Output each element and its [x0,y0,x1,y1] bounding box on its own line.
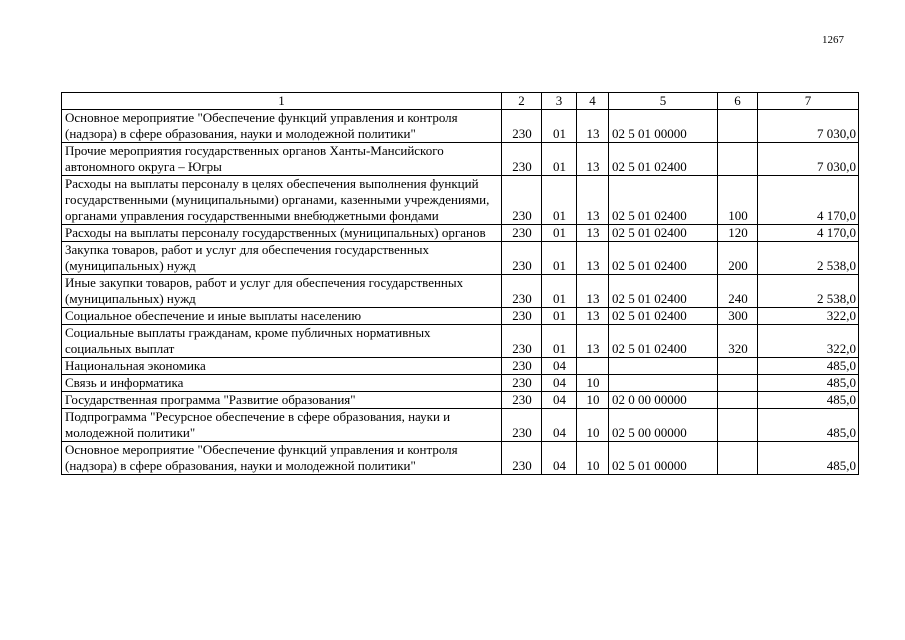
subsection-cell: 13 [577,325,609,358]
amount-cell: 7 030,0 [758,110,859,143]
table-row [62,325,859,358]
amount-cell: 485,0 [758,409,859,442]
subsection-cell: 10 [577,375,609,392]
column-header: 5 [609,93,718,110]
table-row [62,442,859,475]
item-name-cell: Национальная экономика [62,358,502,375]
expense-type-cell [718,110,758,143]
subsection-cell: 13 [577,143,609,176]
amount-cell: 7 030,0 [758,143,859,176]
amount-cell: 485,0 [758,358,859,375]
expense-type-cell [718,442,758,475]
item-name-cell: Основное мероприятие "Обеспечение функций управления и контроля (надзора) в сфере образования, науки и молодежной политики" [62,110,502,143]
expense-type-cell: 300 [718,308,758,325]
section-cell: 04 [542,409,577,442]
section-cell: 01 [542,275,577,308]
column-header: 7 [758,93,859,110]
target-article-cell: 02 5 01 02400 [609,143,718,176]
target-article-cell: 02 5 01 02400 [609,176,718,225]
budget-table [61,92,859,475]
amount-cell: 4 170,0 [758,176,859,225]
target-article-cell: 02 5 01 02400 [609,308,718,325]
expense-type-cell: 200 [718,242,758,275]
expense-type-cell [718,143,758,176]
table-row [62,392,859,409]
amount-cell: 485,0 [758,375,859,392]
subsection-cell: 13 [577,176,609,225]
section-cell: 01 [542,308,577,325]
table-row [62,225,859,242]
expense-type-cell [718,358,758,375]
ministry-code-cell: 230 [502,392,542,409]
section-cell: 01 [542,225,577,242]
ministry-code-cell: 230 [502,110,542,143]
section-cell: 04 [542,358,577,375]
subsection-cell: 13 [577,110,609,143]
subsection-cell [577,358,609,375]
section-cell: 01 [542,325,577,358]
section-cell: 04 [542,392,577,409]
table-row [62,358,859,375]
target-article-cell: 02 5 00 00000 [609,409,718,442]
amount-cell: 322,0 [758,325,859,358]
amount-cell: 2 538,0 [758,275,859,308]
column-header: 1 [62,93,502,110]
table-row [62,176,859,225]
ministry-code-cell: 230 [502,442,542,475]
amount-cell: 485,0 [758,442,859,475]
expense-type-cell: 240 [718,275,758,308]
target-article-cell: 02 5 01 02400 [609,325,718,358]
target-article-cell: 02 5 01 00000 [609,442,718,475]
amount-cell: 4 170,0 [758,225,859,242]
expense-type-cell [718,409,758,442]
ministry-code-cell: 230 [502,409,542,442]
table-row [62,409,859,442]
amount-cell: 2 538,0 [758,242,859,275]
target-article-cell: 02 5 01 02400 [609,275,718,308]
table-row [62,308,859,325]
ministry-code-cell: 230 [502,176,542,225]
subsection-cell: 10 [577,409,609,442]
column-header: 2 [502,93,542,110]
subsection-cell: 13 [577,275,609,308]
item-name-cell: Прочие мероприятия государственных органов Ханты-Мансийского автономного округа – Югры [62,143,502,176]
subsection-cell: 13 [577,308,609,325]
target-article-cell [609,375,718,392]
ministry-code-cell: 230 [502,325,542,358]
expense-type-cell: 320 [718,325,758,358]
section-cell: 01 [542,110,577,143]
expense-type-cell: 100 [718,176,758,225]
item-name-cell: Связь и информатика [62,375,502,392]
ministry-code-cell: 230 [502,358,542,375]
table-row [62,375,859,392]
item-name-cell: Закупка товаров, работ и услуг для обеспечения государственных (муниципальных) нужд [62,242,502,275]
section-cell: 01 [542,143,577,176]
column-header: 3 [542,93,577,110]
ministry-code-cell: 230 [502,308,542,325]
column-header: 6 [718,93,758,110]
amount-cell: 322,0 [758,308,859,325]
item-name-cell: Расходы на выплаты персоналу в целях обеспечения выполнения функций государственными (муниципальными) органами, казенными учреждениями, органами управления государственными внебюджетными фондами [62,176,502,225]
subsection-cell: 13 [577,225,609,242]
expense-type-cell [718,375,758,392]
section-cell: 01 [542,242,577,275]
ministry-code-cell: 230 [502,375,542,392]
section-cell: 04 [542,375,577,392]
target-article-cell: 02 5 01 00000 [609,110,718,143]
page-number: 1267 [822,34,844,46]
header-row [62,93,859,110]
table-row [62,143,859,176]
subsection-cell: 10 [577,442,609,475]
item-name-cell: Социальные выплаты гражданам, кроме публичных нормативных социальных выплат [62,325,502,358]
column-header: 4 [577,93,609,110]
table-row [62,242,859,275]
ministry-code-cell: 230 [502,225,542,242]
expense-type-cell [718,392,758,409]
item-name-cell: Основное мероприятие "Обеспечение функций управления и контроля (надзора) в сфере образования, науки и молодежной политики" [62,442,502,475]
subsection-cell: 13 [577,242,609,275]
item-name-cell: Подпрограмма "Ресурсное обеспечение в сфере образования, науки и молодежной политики" [62,409,502,442]
subsection-cell: 10 [577,392,609,409]
item-name-cell: Государственная программа "Развитие образования" [62,392,502,409]
item-name-cell: Социальное обеспечение и иные выплаты населению [62,308,502,325]
section-cell: 04 [542,442,577,475]
table-row [62,110,859,143]
target-article-cell: 02 0 00 00000 [609,392,718,409]
ministry-code-cell: 230 [502,242,542,275]
target-article-cell: 02 5 01 02400 [609,225,718,242]
item-name-cell: Иные закупки товаров, работ и услуг для обеспечения государственных (муниципальных) нужд [62,275,502,308]
section-cell: 01 [542,176,577,225]
target-article-cell: 02 5 01 02400 [609,242,718,275]
target-article-cell [609,358,718,375]
item-name-cell: Расходы на выплаты персоналу государственных (муниципальных) органов [62,225,502,242]
ministry-code-cell: 230 [502,275,542,308]
expense-type-cell: 120 [718,225,758,242]
ministry-code-cell: 230 [502,143,542,176]
amount-cell: 485,0 [758,392,859,409]
table-row [62,275,859,308]
